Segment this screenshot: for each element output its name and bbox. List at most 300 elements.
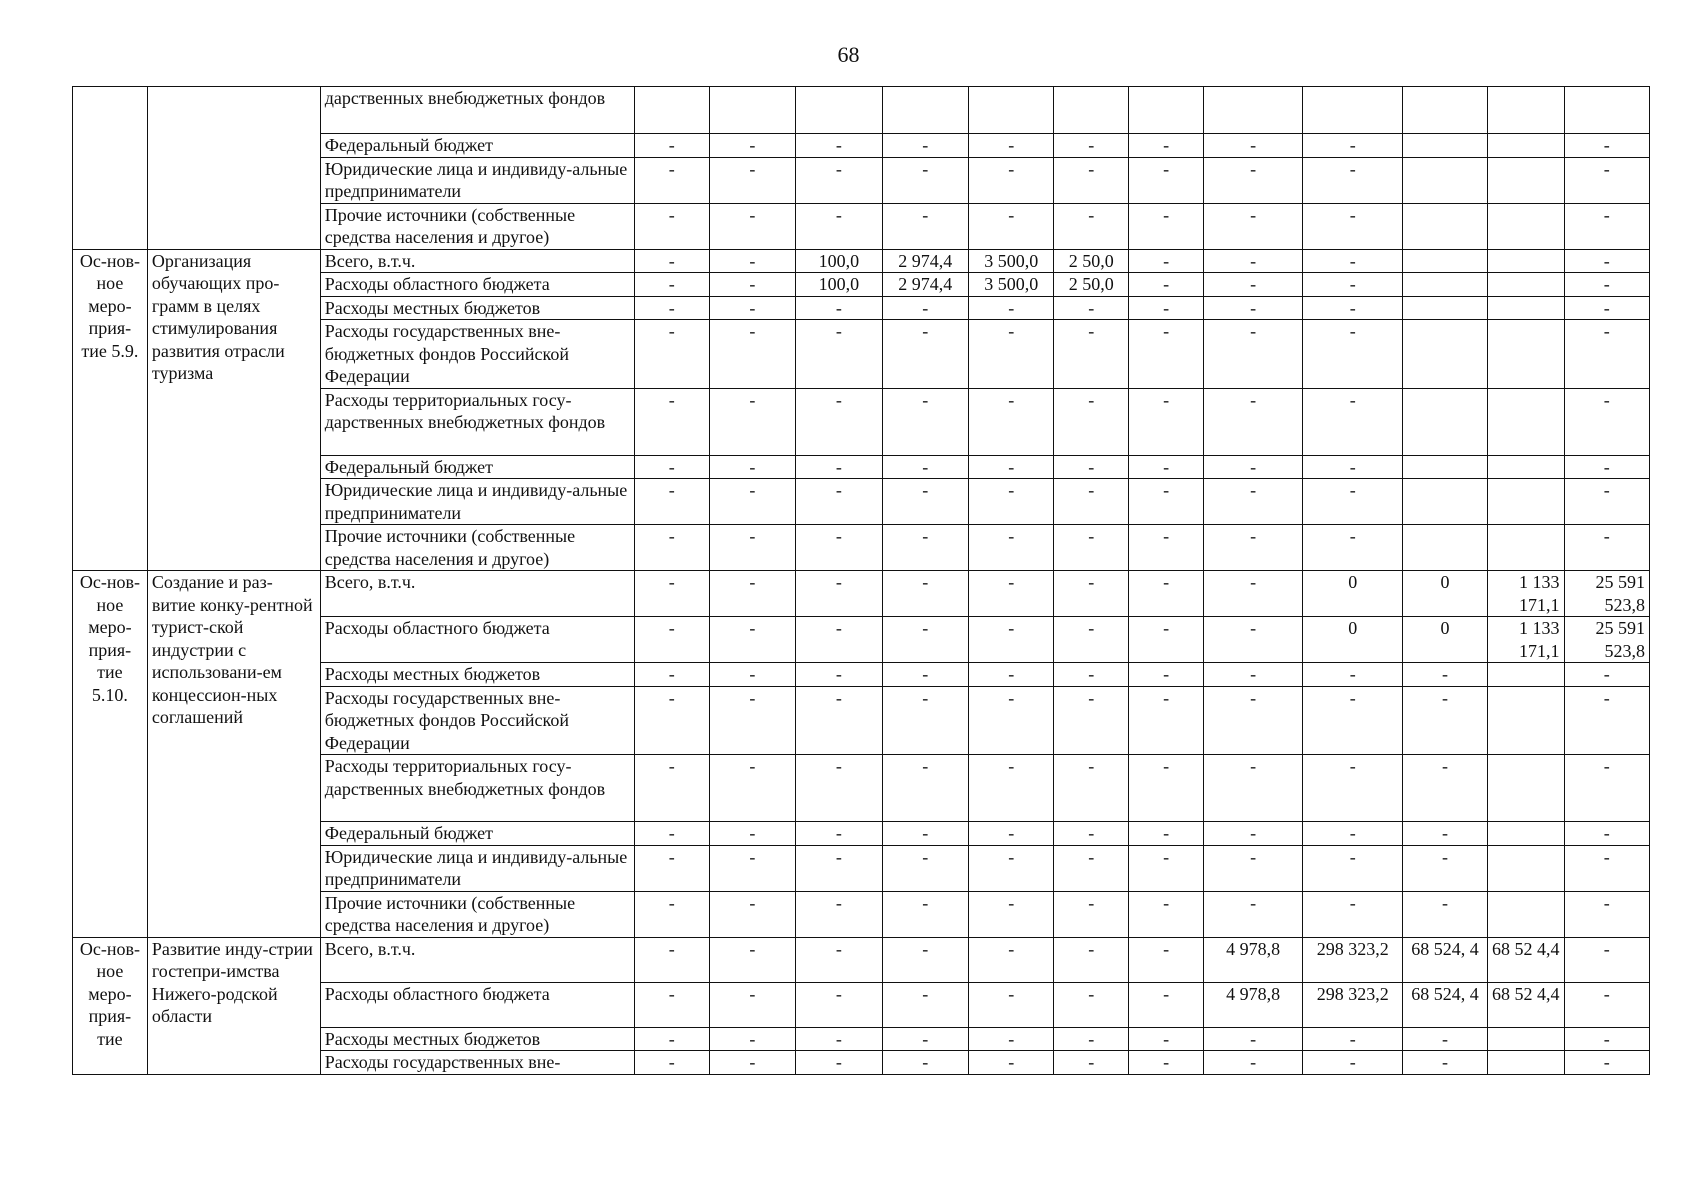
value-cell: -	[1564, 388, 1649, 455]
value-cell: -	[1129, 686, 1204, 755]
value-cell: -	[882, 479, 968, 525]
value-cell: -	[1303, 1051, 1403, 1075]
value-cell: -	[882, 686, 968, 755]
value-cell: -	[709, 157, 795, 203]
value-cell: 100,0	[796, 249, 882, 273]
value-cell: -	[1403, 845, 1487, 891]
value-cell: -	[796, 663, 882, 687]
table-body	[73, 87, 1650, 1075]
value-cell: -	[1564, 663, 1649, 687]
value-cell: -	[882, 1051, 968, 1075]
value-cell	[1487, 1027, 1564, 1051]
value-cell: -	[634, 134, 709, 158]
value-cell: -	[1564, 937, 1649, 982]
value-cell	[1403, 320, 1487, 389]
value-cell: -	[709, 134, 795, 158]
value-cell: -	[969, 686, 1054, 755]
value-cell: -	[1129, 157, 1204, 203]
value-cell: -	[709, 320, 795, 389]
value-cell: -	[1303, 845, 1403, 891]
value-cell: -	[634, 296, 709, 320]
value-cell: 68 524, 4	[1403, 982, 1487, 1027]
value-cell: 68 52 4,4	[1487, 982, 1564, 1027]
value-cell: -	[796, 388, 882, 455]
value-cell: 68 52 4,4	[1487, 937, 1564, 982]
value-cell: 100,0	[796, 273, 882, 297]
value-cell	[1487, 249, 1564, 273]
value-cell: -	[969, 982, 1054, 1027]
value-cell: 68 524, 4	[1403, 937, 1487, 982]
value-cell	[1487, 845, 1564, 891]
value-cell: 298 323,2	[1303, 937, 1403, 982]
value-cell: -	[1129, 388, 1204, 455]
measure-name-cell: Организация обучающих про-грамм в целях стимулирования развития отрасли туризма	[147, 249, 320, 571]
value-cell: -	[796, 134, 882, 158]
value-cell: -	[1564, 203, 1649, 249]
value-cell	[796, 87, 882, 134]
value-cell: -	[1564, 157, 1649, 203]
value-cell: -	[1303, 479, 1403, 525]
value-cell: -	[1564, 479, 1649, 525]
funding-source-cell: Расходы местных бюджетов	[320, 1027, 634, 1051]
value-cell: -	[1129, 249, 1204, 273]
value-cell	[1487, 686, 1564, 755]
value-cell: -	[1204, 571, 1303, 617]
funding-source-cell: Юридические лица и индивиду-альные предприниматели	[320, 845, 634, 891]
value-cell: -	[1054, 134, 1129, 158]
value-cell: 2 50,0	[1054, 249, 1129, 273]
value-cell: -	[969, 525, 1054, 571]
value-cell: -	[709, 663, 795, 687]
value-cell: -	[1204, 686, 1303, 755]
value-cell: -	[969, 479, 1054, 525]
value-cell: -	[1564, 249, 1649, 273]
value-cell: -	[1564, 1027, 1649, 1051]
value-cell: -	[882, 1027, 968, 1051]
value-cell: -	[882, 663, 968, 687]
funding-source-cell: Всего, в.т.ч.	[320, 937, 634, 982]
table-row	[73, 937, 1650, 982]
value-cell: -	[796, 1027, 882, 1051]
value-cell: -	[634, 203, 709, 249]
value-cell: -	[1564, 982, 1649, 1027]
value-cell: -	[1204, 273, 1303, 297]
value-cell: -	[709, 455, 795, 479]
value-cell: 25 591 523,8	[1564, 571, 1649, 617]
value-cell: -	[634, 455, 709, 479]
value-cell	[1403, 87, 1487, 134]
value-cell: 25 591 523,8	[1564, 617, 1649, 663]
funding-source-cell: Расходы государственных вне-бюджетных фондов Российской Федерации	[320, 686, 634, 755]
funding-source-cell: Расходы областного бюджета	[320, 273, 634, 297]
value-cell	[1487, 296, 1564, 320]
value-cell: -	[1403, 891, 1487, 937]
value-cell: -	[1054, 203, 1129, 249]
value-cell: -	[1564, 296, 1649, 320]
value-cell	[634, 87, 709, 134]
value-cell: -	[882, 755, 968, 822]
value-cell: -	[796, 891, 882, 937]
value-cell: -	[1403, 755, 1487, 822]
value-cell	[1403, 203, 1487, 249]
table-row	[73, 249, 1650, 273]
value-cell: -	[969, 203, 1054, 249]
value-cell: -	[1303, 203, 1403, 249]
value-cell: -	[1403, 1027, 1487, 1051]
value-cell: -	[969, 617, 1054, 663]
value-cell: -	[882, 617, 968, 663]
value-cell	[1487, 822, 1564, 846]
value-cell: -	[1054, 320, 1129, 389]
value-cell	[1054, 87, 1129, 134]
value-cell: -	[882, 845, 968, 891]
value-cell: -	[1204, 320, 1303, 389]
value-cell: -	[709, 571, 795, 617]
value-cell: -	[882, 937, 968, 982]
value-cell: 0	[1303, 617, 1403, 663]
value-cell: 0	[1403, 571, 1487, 617]
value-cell: -	[796, 982, 882, 1027]
value-cell: -	[796, 203, 882, 249]
value-cell	[1487, 87, 1564, 134]
value-cell: -	[634, 937, 709, 982]
value-cell: -	[1303, 157, 1403, 203]
value-cell: -	[1564, 891, 1649, 937]
funding-source-cell: Расходы областного бюджета	[320, 617, 634, 663]
value-cell: -	[1054, 479, 1129, 525]
funding-source-cell: Юридические лица и индивиду-альные предприниматели	[320, 479, 634, 525]
measure-code-cell: Ос-нов-ное меро-прия-тие 5.10.	[73, 571, 148, 938]
value-cell	[1487, 134, 1564, 158]
funding-source-cell: Расходы территориальных госу-дарственных внебюджетных фондов	[320, 755, 634, 822]
value-cell: -	[1129, 296, 1204, 320]
table-row	[73, 87, 1650, 134]
table-row	[73, 571, 1650, 617]
value-cell: -	[709, 937, 795, 982]
funding-source-cell: Расходы областного бюджета	[320, 982, 634, 1027]
value-cell: -	[1129, 663, 1204, 687]
funding-source-cell: Расходы территориальных госу-дарственных внебюджетных фондов	[320, 388, 634, 455]
value-cell: -	[1204, 755, 1303, 822]
value-cell: 1 133 171,1	[1487, 617, 1564, 663]
value-cell	[1487, 388, 1564, 455]
value-cell: -	[969, 755, 1054, 822]
funding-source-cell: Прочие источники (собственные средства населения и другое)	[320, 525, 634, 571]
value-cell: -	[1129, 203, 1204, 249]
value-cell: -	[1204, 525, 1303, 571]
value-cell: 2 50,0	[1054, 273, 1129, 297]
value-cell: -	[1204, 249, 1303, 273]
value-cell: -	[709, 982, 795, 1027]
value-cell: 0	[1403, 617, 1487, 663]
value-cell: -	[1303, 455, 1403, 479]
value-cell: 4 978,8	[1204, 982, 1303, 1027]
value-cell: -	[1204, 1027, 1303, 1051]
value-cell: -	[634, 479, 709, 525]
value-cell: -	[882, 822, 968, 846]
value-cell: -	[882, 203, 968, 249]
value-cell: -	[634, 249, 709, 273]
value-cell: -	[1054, 571, 1129, 617]
value-cell: -	[634, 157, 709, 203]
value-cell: 4 978,8	[1204, 937, 1303, 982]
value-cell: -	[634, 845, 709, 891]
value-cell: -	[1129, 755, 1204, 822]
value-cell: -	[796, 479, 882, 525]
value-cell	[1487, 455, 1564, 479]
value-cell: 2 974,4	[882, 273, 968, 297]
value-cell: -	[1204, 455, 1303, 479]
value-cell	[1487, 891, 1564, 937]
value-cell: -	[796, 320, 882, 389]
value-cell	[1129, 87, 1204, 134]
value-cell	[1487, 663, 1564, 687]
value-cell: -	[1054, 845, 1129, 891]
value-cell: -	[1054, 982, 1129, 1027]
value-cell: -	[1403, 663, 1487, 687]
value-cell: -	[1054, 296, 1129, 320]
value-cell: -	[1204, 1051, 1303, 1075]
value-cell: -	[1303, 891, 1403, 937]
value-cell	[1403, 273, 1487, 297]
value-cell: -	[796, 822, 882, 846]
value-cell: -	[882, 571, 968, 617]
value-cell: 298 323,2	[1303, 982, 1403, 1027]
value-cell: -	[969, 455, 1054, 479]
funding-source-cell: Юридические лица и индивиду-альные предприниматели	[320, 157, 634, 203]
value-cell: -	[969, 822, 1054, 846]
value-cell: 1 133 171,1	[1487, 571, 1564, 617]
value-cell: -	[1303, 388, 1403, 455]
value-cell: -	[1564, 525, 1649, 571]
value-cell: -	[1129, 1027, 1204, 1051]
value-cell: -	[709, 525, 795, 571]
value-cell: -	[1303, 296, 1403, 320]
value-cell: -	[1204, 203, 1303, 249]
value-cell	[969, 87, 1054, 134]
value-cell	[1487, 525, 1564, 571]
value-cell: -	[1564, 845, 1649, 891]
funding-source-cell: Расходы государственных вне-	[320, 1051, 634, 1075]
value-cell: -	[1303, 755, 1403, 822]
value-cell: -	[882, 157, 968, 203]
value-cell	[1403, 134, 1487, 158]
value-cell: -	[1054, 686, 1129, 755]
value-cell: -	[969, 134, 1054, 158]
value-cell: -	[1303, 273, 1403, 297]
value-cell: -	[969, 571, 1054, 617]
value-cell: -	[1204, 891, 1303, 937]
value-cell	[1403, 249, 1487, 273]
value-cell: -	[1129, 571, 1204, 617]
value-cell: -	[1129, 891, 1204, 937]
value-cell: -	[1564, 822, 1649, 846]
value-cell: -	[634, 320, 709, 389]
value-cell: -	[1303, 249, 1403, 273]
value-cell: -	[796, 455, 882, 479]
funding-source-cell: Прочие источники (собственные средства населения и другое)	[320, 203, 634, 249]
funding-source-cell: Федеральный бюджет	[320, 455, 634, 479]
value-cell: -	[709, 1027, 795, 1051]
value-cell: -	[1204, 134, 1303, 158]
value-cell: -	[1204, 479, 1303, 525]
value-cell: -	[969, 891, 1054, 937]
value-cell: -	[1054, 617, 1129, 663]
value-cell	[1204, 87, 1303, 134]
value-cell: -	[709, 686, 795, 755]
value-cell	[1487, 479, 1564, 525]
value-cell: -	[709, 891, 795, 937]
value-cell: -	[882, 982, 968, 1027]
value-cell: -	[1303, 320, 1403, 389]
value-cell: -	[634, 525, 709, 571]
value-cell: -	[709, 755, 795, 822]
value-cell: -	[1564, 134, 1649, 158]
value-cell: -	[1054, 937, 1129, 982]
value-cell: -	[1054, 1051, 1129, 1075]
funding-source-cell: Федеральный бюджет	[320, 822, 634, 846]
measure-name-cell: Создание и раз-витие конку-рентной турист-ской индустрии с использовани-ем концессион-ных соглашений	[147, 571, 320, 938]
value-cell: -	[1303, 686, 1403, 755]
value-cell: -	[796, 157, 882, 203]
measure-name-cell: Развитие инду-стрии гостепри-имства Нижего-родской области	[147, 937, 320, 1074]
measure-code-cell	[73, 87, 148, 250]
value-cell: -	[882, 320, 968, 389]
value-cell: -	[709, 203, 795, 249]
value-cell: -	[882, 388, 968, 455]
value-cell: 3 500,0	[969, 273, 1054, 297]
value-cell: -	[969, 388, 1054, 455]
value-cell: -	[796, 617, 882, 663]
value-cell: -	[709, 822, 795, 846]
value-cell: -	[1204, 388, 1303, 455]
value-cell: -	[796, 1051, 882, 1075]
value-cell: -	[1204, 157, 1303, 203]
value-cell: -	[634, 982, 709, 1027]
value-cell: 2 974,4	[882, 249, 968, 273]
value-cell	[1403, 479, 1487, 525]
value-cell: -	[969, 296, 1054, 320]
value-cell: -	[634, 571, 709, 617]
value-cell	[1403, 157, 1487, 203]
value-cell: -	[1204, 845, 1303, 891]
value-cell: -	[1054, 455, 1129, 479]
value-cell	[882, 87, 968, 134]
value-cell: -	[1564, 320, 1649, 389]
value-cell: -	[1564, 1051, 1649, 1075]
value-cell: -	[709, 479, 795, 525]
value-cell: -	[1129, 845, 1204, 891]
value-cell: -	[1129, 273, 1204, 297]
value-cell: -	[796, 755, 882, 822]
value-cell: -	[1204, 822, 1303, 846]
value-cell: -	[1129, 455, 1204, 479]
funding-source-cell: Федеральный бюджет	[320, 134, 634, 158]
value-cell: -	[796, 571, 882, 617]
funding-source-cell: Всего, в.т.ч.	[320, 249, 634, 273]
value-cell: -	[1054, 157, 1129, 203]
value-cell: -	[1129, 525, 1204, 571]
value-cell: -	[1564, 273, 1649, 297]
value-cell: -	[634, 1027, 709, 1051]
value-cell: -	[1054, 388, 1129, 455]
value-cell: 3 500,0	[969, 249, 1054, 273]
value-cell: -	[969, 937, 1054, 982]
value-cell: -	[882, 134, 968, 158]
value-cell: -	[1129, 1051, 1204, 1075]
value-cell: -	[1054, 822, 1129, 846]
value-cell: -	[969, 845, 1054, 891]
value-cell: -	[709, 388, 795, 455]
value-cell	[1487, 273, 1564, 297]
value-cell: -	[882, 891, 968, 937]
value-cell: -	[1129, 479, 1204, 525]
value-cell	[709, 87, 795, 134]
page-number: 68	[837, 42, 860, 67]
value-cell: -	[634, 663, 709, 687]
funding-source-cell: Расходы местных бюджетов	[320, 663, 634, 687]
value-cell: -	[634, 1051, 709, 1075]
value-cell: -	[796, 296, 882, 320]
value-cell: -	[796, 845, 882, 891]
value-cell: -	[634, 273, 709, 297]
value-cell	[1487, 755, 1564, 822]
value-cell: -	[1303, 525, 1403, 571]
value-cell: -	[1054, 891, 1129, 937]
measure-name-cell	[147, 87, 320, 250]
value-cell: -	[969, 157, 1054, 203]
budget-table	[72, 86, 1650, 1075]
value-cell: -	[796, 686, 882, 755]
value-cell: -	[634, 617, 709, 663]
value-cell: -	[1054, 1027, 1129, 1051]
value-cell: 0	[1303, 571, 1403, 617]
value-cell: -	[634, 822, 709, 846]
value-cell: -	[796, 525, 882, 571]
value-cell: -	[1129, 320, 1204, 389]
value-cell	[1403, 296, 1487, 320]
value-cell: -	[882, 455, 968, 479]
value-cell: -	[882, 525, 968, 571]
value-cell: -	[634, 755, 709, 822]
funding-source-cell: Расходы государственных вне-бюджетных фондов Российской Федерации	[320, 320, 634, 389]
value-cell	[1487, 157, 1564, 203]
value-cell	[1487, 203, 1564, 249]
value-cell: -	[1054, 525, 1129, 571]
value-cell	[1403, 455, 1487, 479]
value-cell	[1564, 87, 1649, 134]
funding-source-cell: Расходы местных бюджетов	[320, 296, 634, 320]
value-cell: -	[1204, 617, 1303, 663]
value-cell: -	[969, 320, 1054, 389]
value-cell: -	[634, 891, 709, 937]
value-cell: -	[1303, 134, 1403, 158]
value-cell: -	[969, 1051, 1054, 1075]
value-cell: -	[969, 663, 1054, 687]
value-cell: -	[1054, 663, 1129, 687]
value-cell	[1303, 87, 1403, 134]
value-cell: -	[709, 296, 795, 320]
value-cell: -	[1054, 755, 1129, 822]
value-cell	[1403, 388, 1487, 455]
value-cell: -	[1564, 455, 1649, 479]
value-cell: -	[709, 273, 795, 297]
value-cell: -	[1564, 686, 1649, 755]
value-cell	[1487, 1051, 1564, 1075]
value-cell: -	[634, 686, 709, 755]
value-cell: -	[709, 845, 795, 891]
value-cell: -	[1564, 755, 1649, 822]
